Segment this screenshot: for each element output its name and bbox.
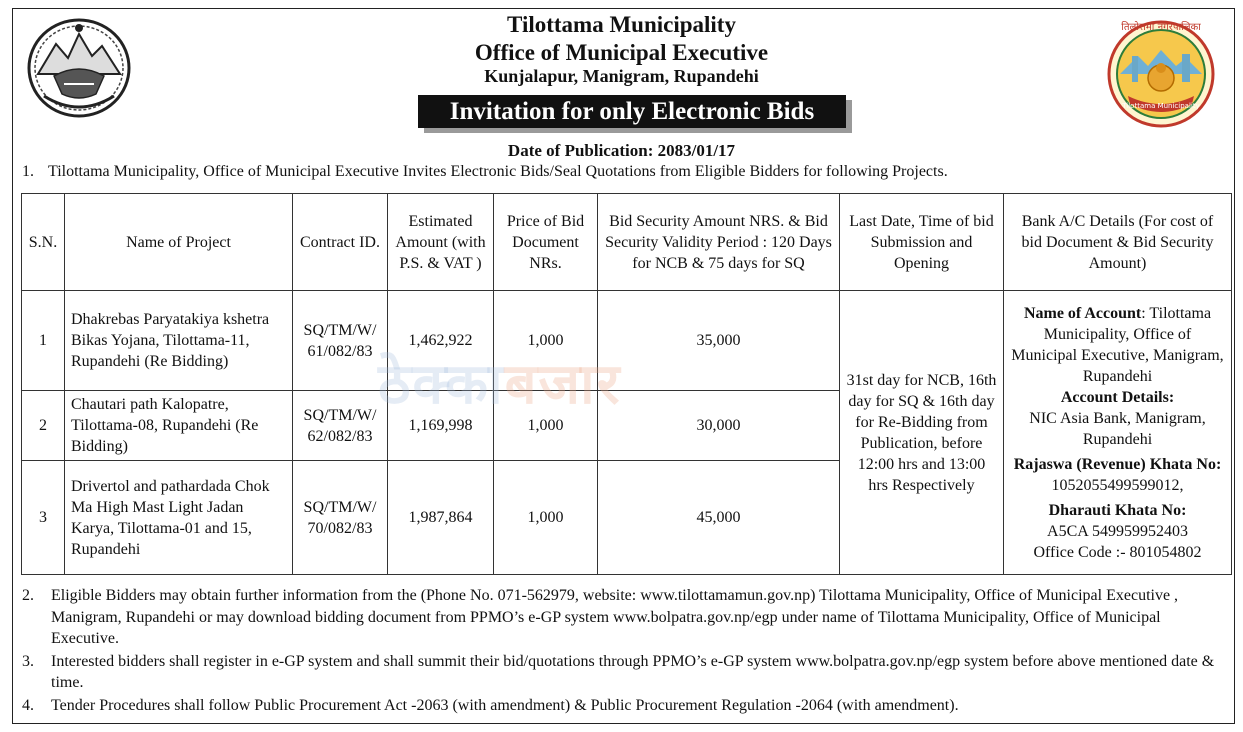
row-project: Dhakrebas Paryatakiya kshetra Bikas Yojana, Tilottama-11, Rupandehi (Re Bidding) <box>65 291 293 391</box>
note-text: Interested bidders shall register in e-GP system and shall summit their bid/quotations through PPMO’s e-GP system www.bolpatra.gov.np/egp system before above mentioned date & time. <box>51 652 1215 691</box>
right-logo-ribbon-text: Tilottama Municipality <box>1122 102 1200 110</box>
rajaswa-khata <box>1010 454 1225 496</box>
row-estimate: 1,462,922 <box>388 291 494 391</box>
banner-title: Invitation for only Electronic Bids <box>418 95 846 128</box>
projects-table <box>21 193 1232 575</box>
dharauti-value: A5CA 549959952403 <box>1047 522 1188 540</box>
row-security: 45,000 <box>598 461 840 575</box>
account-details <box>1010 387 1225 408</box>
notes-list <box>22 585 1228 717</box>
row-project: Drivertol and pathardada Chok Ma High Mast Light Jadan Karya, Tilottama-01 and 15, Rupandehi <box>65 461 293 575</box>
account-bank: NIC Asia Bank, Manigram, Rupandehi <box>1029 409 1206 448</box>
banner <box>418 95 852 133</box>
right-logo-arc-text: तिलोत्तमा नगरपालिका <box>1121 22 1201 33</box>
note-number: 4. <box>22 696 34 714</box>
note-text: Eligible Bidders may obtain further information from the (Phone No. 071-562979, website: www.tilottamamun.gov.np) Tilottama Municipality, Office of Municipal Executive , Manigram, Rupandehi or may download bidding document from PPMO’s e-GP system www.bolpatra.gov.np/egp under name of Tilottama Municipality, Office of Municipal Executive. <box>51 587 1179 647</box>
row-project: Chautari path Kalopatre, Tilottama-08, Rupandehi (Re Bidding) <box>65 391 293 461</box>
last-date-cell: 31st day for NCB, 16th day for SQ & 16th day for Re-Bidding from Publication, before 12:00 hrs and 13:00 hrs Respectively <box>840 291 1004 575</box>
account-name-label: Name of Account <box>1023 304 1142 322</box>
header-contract: Contract ID. <box>293 194 388 291</box>
header-bank: Bank A/C Details (For cost of bid Document & Bid Security Amount) <box>1004 194 1232 291</box>
publication-date: Date of Publication: 2083/01/17 <box>507 141 736 160</box>
list-item <box>22 585 1228 650</box>
org-name: Tilottama Municipality <box>507 12 736 37</box>
account-name <box>1010 303 1225 387</box>
intro-text: Tilottama Municipality, Office of Municipal Executive Invites Electronic Bids/Seal Quotations from Eligible Bidders for following Projects. <box>48 163 948 180</box>
header-lastdate: Last Date, Time of bid Submission and Opening <box>840 194 1004 291</box>
row-estimate: 1,987,864 <box>388 461 494 575</box>
account-details-label: Account Details <box>1060 388 1169 406</box>
dharauti-label: Dharauti Khata No: <box>1048 501 1187 519</box>
rajaswa-value: 1052055499599012, <box>1051 476 1184 494</box>
row-sn: 2 <box>22 391 65 461</box>
header-price: Price of Bid Document NRs. <box>494 194 598 291</box>
list-item <box>22 651 1228 694</box>
rajaswa-label: Rajaswa (Revenue) Khata No: <box>1013 455 1222 473</box>
account-details-colon: : <box>1168 388 1175 406</box>
row-sn: 3 <box>22 461 65 575</box>
header-security: Bid Security Amount NRS. & Bid Security Validity Period : 120 Days for NCB & 75 days for SQ <box>598 194 840 291</box>
row-price: 1,000 <box>494 461 598 575</box>
list-item <box>22 695 1228 717</box>
note-number: 3. <box>22 652 34 670</box>
row-security: 30,000 <box>598 391 840 461</box>
row-price: 1,000 <box>494 291 598 391</box>
header-project: Name of Project <box>65 194 293 291</box>
row-contract: SQ/TM/W/ 70/082/83 <box>293 461 388 575</box>
office-code: Office Code :- 801054802 <box>1033 543 1202 561</box>
header-estimate: Estimated Amount (with P.S. & VAT ) <box>388 194 494 291</box>
bank-details-cell <box>1004 291 1232 575</box>
row-security: 35,000 <box>598 291 840 391</box>
intro-number: 1. <box>22 163 34 180</box>
table-row <box>22 291 1232 391</box>
table-header-row <box>22 194 1232 291</box>
watermark-part2: बजार <box>504 352 622 417</box>
row-estimate: 1,169,998 <box>388 391 494 461</box>
account-name-value: : Tilottama Municipality, Office of Municipal Executive, Manigram, Rupandehi <box>1011 304 1224 385</box>
row-contract: SQ/TM/W/ 61/082/83 <box>293 291 388 391</box>
row-sn: 1 <box>22 291 65 391</box>
row-contract: SQ/TM/W/ 62/082/83 <box>293 391 388 461</box>
row-price: 1,000 <box>494 391 598 461</box>
office-name: Office of Municipal Executive <box>474 40 769 65</box>
note-text: Tender Procedures shall follow Public Procurement Act -2063 (with amendment) & Public Procurement Regulation -2064 (with amendment). <box>51 696 959 714</box>
note-number: 2. <box>22 587 34 604</box>
address: Kunjalapur, Manigram, Rupandehi <box>484 66 759 86</box>
header-sn: S.N. <box>22 194 65 291</box>
watermark-part1: ठेक्का <box>378 352 505 417</box>
intro-paragraph <box>22 163 948 181</box>
